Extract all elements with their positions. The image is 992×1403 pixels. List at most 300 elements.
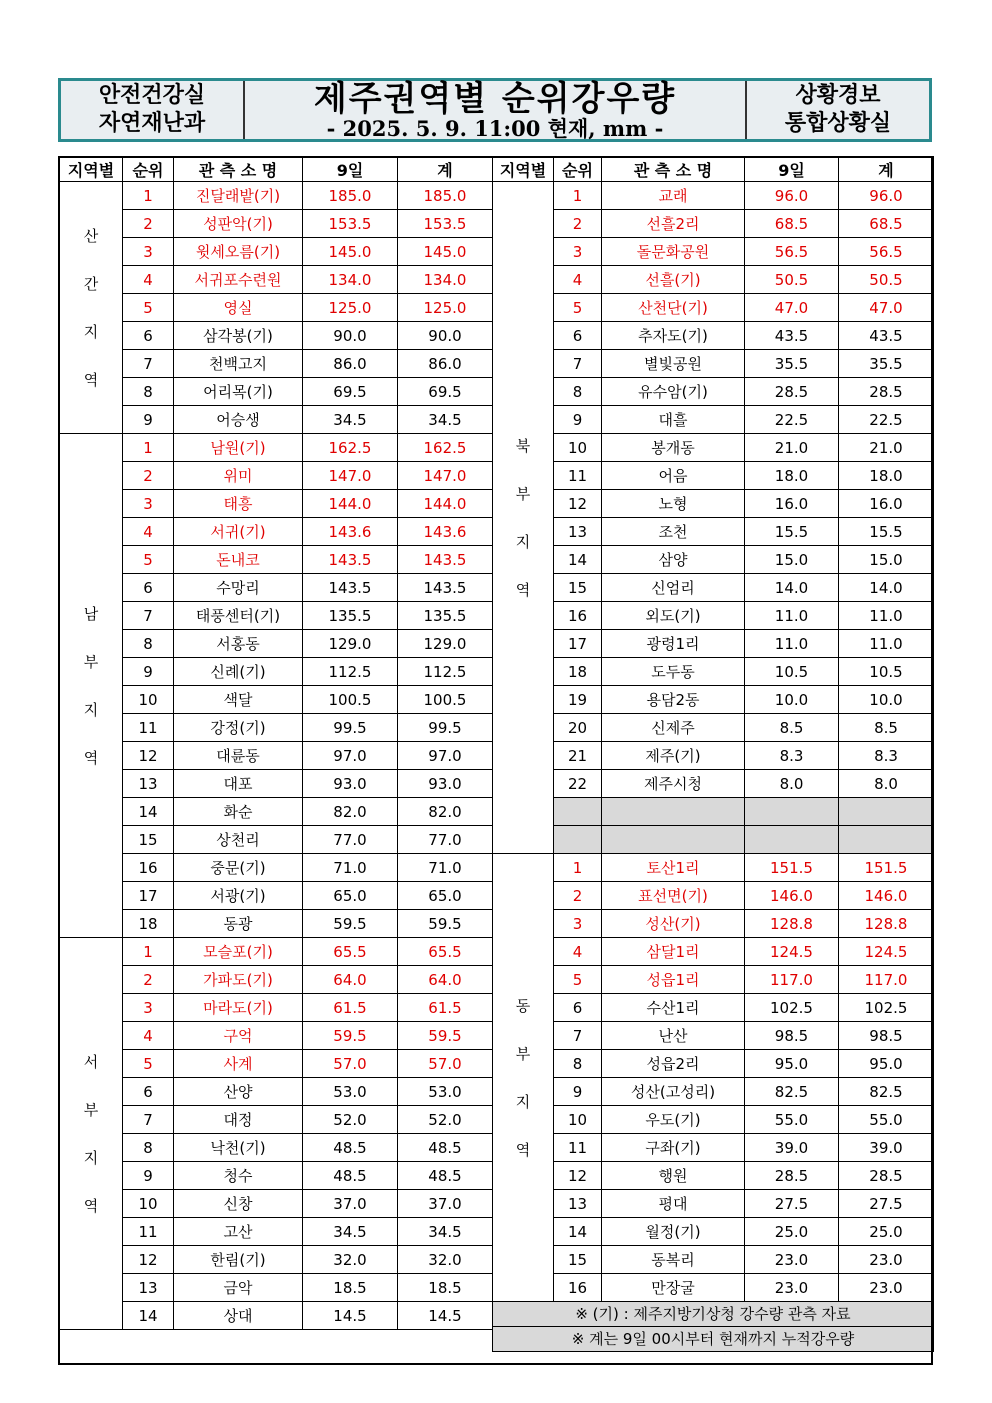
table-row — [493, 574, 934, 602]
table-row — [493, 742, 934, 770]
department-line-1: 안전건강실 — [98, 83, 206, 108]
total-rainfall-cell: 65.5 — [398, 938, 493, 966]
day-rainfall-cell: 86.0 — [303, 350, 398, 378]
station-name-cell: 모슬포(기) — [174, 938, 303, 966]
day-rainfall-cell: 14.5 — [303, 1302, 398, 1330]
station-name-cell: 윗세오름(기) — [174, 238, 303, 266]
day-rainfall-cell: 10.5 — [745, 658, 839, 686]
table-row — [493, 546, 934, 574]
rank-cell: 2 — [123, 966, 174, 994]
station-name-cell: 돈내코 — [174, 546, 303, 574]
station-name-cell: 동복리 — [602, 1246, 745, 1274]
blank-cell — [839, 798, 934, 826]
table-row — [60, 1302, 493, 1330]
station-name-cell: 서귀포수련원 — [174, 266, 303, 294]
rank-cell: 1 — [123, 938, 174, 966]
day-rainfall-cell: 151.5 — [745, 854, 839, 882]
station-name-cell: 성읍1리 — [602, 966, 745, 994]
station-name-cell: 청수 — [174, 1162, 303, 1190]
table-row — [493, 518, 934, 546]
rank-cell: 18 — [554, 658, 602, 686]
day-rainfall-cell: 14.0 — [745, 574, 839, 602]
table-row — [60, 1050, 493, 1078]
total-rainfall-cell: 27.5 — [839, 1190, 934, 1218]
station-name-cell: 추자도(기) — [602, 322, 745, 350]
day-rainfall-cell: 59.5 — [303, 1022, 398, 1050]
rainfall-table-left — [59, 156, 493, 1330]
total-rainfall-cell: 57.0 — [398, 1050, 493, 1078]
station-name-cell: 봉개동 — [602, 434, 745, 462]
day-rainfall-cell: 10.0 — [745, 686, 839, 714]
station-name-cell: 용담2동 — [602, 686, 745, 714]
station-name-cell: 외도(기) — [602, 602, 745, 630]
table-row — [60, 770, 493, 798]
rank-cell: 5 — [554, 294, 602, 322]
day-rainfall-cell: 18.5 — [303, 1274, 398, 1302]
table-row — [493, 882, 934, 910]
day-rainfall-cell: 143.5 — [303, 574, 398, 602]
total-rainfall-cell: 47.0 — [839, 294, 934, 322]
total-rainfall-cell: 14.0 — [839, 574, 934, 602]
day-rainfall-cell: 32.0 — [303, 1246, 398, 1274]
station-name-cell: 금악 — [174, 1274, 303, 1302]
blank-row — [493, 826, 934, 854]
day-rainfall-cell: 57.0 — [303, 1050, 398, 1078]
total-rainfall-cell: 34.5 — [398, 406, 493, 434]
table-row — [60, 714, 493, 742]
table-row — [60, 518, 493, 546]
total-rainfall-cell: 59.5 — [398, 910, 493, 938]
total-rainfall-cell: 96.0 — [839, 182, 934, 210]
station-name-cell: 노형 — [602, 490, 745, 518]
report-title-block — [245, 81, 745, 139]
station-name-cell: 삼각봉(기) — [174, 322, 303, 350]
day-rainfall-cell: 128.8 — [745, 910, 839, 938]
column-header-region: 지역별 — [60, 157, 123, 182]
total-rainfall-cell: 10.0 — [839, 686, 934, 714]
total-rainfall-cell: 56.5 — [839, 238, 934, 266]
day-rainfall-cell: 125.0 — [303, 294, 398, 322]
rank-cell: 4 — [123, 266, 174, 294]
station-name-cell: 평대 — [602, 1190, 745, 1218]
total-rainfall-cell: 95.0 — [839, 1050, 934, 1078]
table-row — [493, 602, 934, 630]
total-rainfall-cell: 48.5 — [398, 1162, 493, 1190]
table-row — [60, 882, 493, 910]
blank-cell — [602, 798, 745, 826]
day-rainfall-cell: 65.0 — [303, 882, 398, 910]
region-label: 동 부 지 역 — [493, 854, 554, 1302]
total-rainfall-cell: 143.5 — [398, 546, 493, 574]
day-rainfall-cell: 96.0 — [745, 182, 839, 210]
table-row — [60, 490, 493, 518]
rank-cell: 8 — [554, 1050, 602, 1078]
rank-cell: 1 — [554, 182, 602, 210]
table-row — [493, 1078, 934, 1106]
rank-cell: 14 — [554, 1218, 602, 1246]
total-rainfall-cell: 125.0 — [398, 294, 493, 322]
table-row — [493, 1218, 934, 1246]
rank-cell: 7 — [123, 1106, 174, 1134]
day-rainfall-cell: 21.0 — [745, 434, 839, 462]
total-rainfall-cell: 11.0 — [839, 602, 934, 630]
table-row — [60, 1078, 493, 1106]
table-row — [60, 350, 493, 378]
station-name-cell: 광령1리 — [602, 630, 745, 658]
total-rainfall-cell: 144.0 — [398, 490, 493, 518]
day-rainfall-cell: 59.5 — [303, 910, 398, 938]
rank-cell: 7 — [123, 350, 174, 378]
station-name-cell: 색달 — [174, 686, 303, 714]
table-row — [493, 266, 934, 294]
total-rainfall-cell: 82.5 — [839, 1078, 934, 1106]
day-rainfall-cell: 48.5 — [303, 1134, 398, 1162]
day-rainfall-cell: 15.0 — [745, 546, 839, 574]
table-row — [493, 1050, 934, 1078]
station-name-cell: 상대 — [174, 1302, 303, 1330]
table-row — [493, 1190, 934, 1218]
column-header-station: 관 측 소 명 — [174, 157, 303, 182]
station-name-cell: 태풍센터(기) — [174, 602, 303, 630]
station-name-cell: 산천단(기) — [602, 294, 745, 322]
rank-cell: 14 — [554, 546, 602, 574]
day-rainfall-cell: 55.0 — [745, 1106, 839, 1134]
table-row — [60, 294, 493, 322]
rank-cell: 2 — [123, 210, 174, 238]
day-rainfall-cell: 8.3 — [745, 742, 839, 770]
total-rainfall-cell: 100.5 — [398, 686, 493, 714]
rank-cell: 6 — [554, 994, 602, 1022]
day-rainfall-cell: 34.5 — [303, 406, 398, 434]
day-rainfall-cell: 27.5 — [745, 1190, 839, 1218]
column-header-rank: 순위 — [123, 157, 174, 182]
total-rainfall-cell: 151.5 — [839, 854, 934, 882]
situation-room-line-1: 상황경보 — [795, 83, 881, 108]
day-rainfall-cell: 117.0 — [745, 966, 839, 994]
rank-cell: 3 — [123, 994, 174, 1022]
total-rainfall-cell: 23.0 — [839, 1246, 934, 1274]
station-name-cell: 신례(기) — [174, 658, 303, 686]
column-header-total: 계 — [398, 157, 493, 182]
total-rainfall-cell: 102.5 — [839, 994, 934, 1022]
total-rainfall-cell: 135.5 — [398, 602, 493, 630]
rank-cell: 7 — [554, 1022, 602, 1050]
region-label: 산 간 지 역 — [60, 182, 123, 434]
day-rainfall-cell: 50.5 — [745, 266, 839, 294]
blank-cell — [745, 798, 839, 826]
day-rainfall-cell: 8.0 — [745, 770, 839, 798]
table-row — [60, 798, 493, 826]
region-label: 북 부 지 역 — [493, 182, 554, 854]
day-rainfall-cell: 34.5 — [303, 1218, 398, 1246]
total-rainfall-cell: 39.0 — [839, 1134, 934, 1162]
day-rainfall-cell: 48.5 — [303, 1162, 398, 1190]
rank-cell: 9 — [123, 1162, 174, 1190]
total-rainfall-cell: 68.5 — [839, 210, 934, 238]
rank-cell: 13 — [123, 1274, 174, 1302]
rank-cell: 7 — [554, 350, 602, 378]
table-row — [60, 378, 493, 406]
rank-cell: 13 — [554, 1190, 602, 1218]
rank-cell: 16 — [554, 1274, 602, 1302]
total-rainfall-cell: 8.3 — [839, 742, 934, 770]
total-rainfall-cell: 93.0 — [398, 770, 493, 798]
table-row — [493, 1246, 934, 1274]
total-rainfall-cell: 43.5 — [839, 322, 934, 350]
table-row — [493, 210, 934, 238]
day-rainfall-cell: 97.0 — [303, 742, 398, 770]
total-rainfall-cell: 18.5 — [398, 1274, 493, 1302]
table-row — [493, 490, 934, 518]
station-name-cell: 태흥 — [174, 490, 303, 518]
rank-cell: 8 — [123, 630, 174, 658]
day-rainfall-cell: 23.0 — [745, 1274, 839, 1302]
table-row — [60, 1022, 493, 1050]
rank-cell: 10 — [554, 1106, 602, 1134]
station-name-cell: 대흘 — [602, 406, 745, 434]
table-row — [493, 434, 934, 462]
column-header-day: 9일 — [745, 157, 839, 182]
rank-cell: 11 — [554, 462, 602, 490]
table-row — [493, 630, 934, 658]
station-name-cell: 선흘2리 — [602, 210, 745, 238]
day-rainfall-cell: 47.0 — [745, 294, 839, 322]
station-name-cell: 성산(기) — [602, 910, 745, 938]
day-rainfall-cell: 61.5 — [303, 994, 398, 1022]
day-rainfall-cell: 144.0 — [303, 490, 398, 518]
rank-cell: 21 — [554, 742, 602, 770]
report-title: 제주권역별 순위강우량 — [313, 79, 677, 119]
station-name-cell: 서광(기) — [174, 882, 303, 910]
station-name-cell: 돌문화공원 — [602, 238, 745, 266]
table-row — [60, 1274, 493, 1302]
table-row — [493, 182, 934, 210]
rank-cell: 3 — [554, 238, 602, 266]
rank-cell: 5 — [123, 1050, 174, 1078]
region-label: 남 부 지 역 — [60, 434, 123, 938]
day-rainfall-cell: 134.0 — [303, 266, 398, 294]
table-row — [60, 210, 493, 238]
day-rainfall-cell: 22.5 — [745, 406, 839, 434]
table-header-row — [60, 157, 493, 182]
day-rainfall-cell: 37.0 — [303, 1190, 398, 1218]
day-rainfall-cell: 90.0 — [303, 322, 398, 350]
day-rainfall-cell: 68.5 — [745, 210, 839, 238]
blank-cell — [602, 826, 745, 854]
total-rainfall-cell: 112.5 — [398, 658, 493, 686]
rank-cell: 20 — [554, 714, 602, 742]
day-rainfall-cell: 129.0 — [303, 630, 398, 658]
station-name-cell: 동광 — [174, 910, 303, 938]
station-name-cell: 표선면(기) — [602, 882, 745, 910]
station-name-cell: 낙천(기) — [174, 1134, 303, 1162]
region-label: 서 부 지 역 — [60, 938, 123, 1330]
day-rainfall-cell: 102.5 — [745, 994, 839, 1022]
rank-cell: 13 — [123, 770, 174, 798]
total-rainfall-cell: 117.0 — [839, 966, 934, 994]
rank-cell: 16 — [554, 602, 602, 630]
station-name-cell: 대륜동 — [174, 742, 303, 770]
rank-cell: 18 — [123, 910, 174, 938]
total-rainfall-cell: 10.5 — [839, 658, 934, 686]
rank-cell: 13 — [554, 518, 602, 546]
total-rainfall-cell: 53.0 — [398, 1078, 493, 1106]
department-line-2: 자연재난과 — [98, 111, 206, 136]
total-rainfall-cell: 61.5 — [398, 994, 493, 1022]
table-row — [60, 462, 493, 490]
rank-cell: 14 — [123, 1302, 174, 1330]
issuing-department — [61, 81, 245, 139]
table-row — [60, 602, 493, 630]
total-rainfall-cell: 55.0 — [839, 1106, 934, 1134]
rank-cell: 4 — [123, 518, 174, 546]
rank-cell: 2 — [123, 462, 174, 490]
table-row — [493, 1106, 934, 1134]
station-name-cell: 진달래밭(기) — [174, 182, 303, 210]
column-header-region: 지역별 — [493, 157, 554, 182]
rank-cell: 12 — [554, 490, 602, 518]
station-name-cell: 고산 — [174, 1218, 303, 1246]
day-rainfall-cell: 145.0 — [303, 238, 398, 266]
rank-cell: 2 — [554, 210, 602, 238]
day-rainfall-cell: 43.5 — [745, 322, 839, 350]
station-name-cell: 삼달1리 — [602, 938, 745, 966]
station-name-cell: 서귀(기) — [174, 518, 303, 546]
table-row — [493, 322, 934, 350]
table-header-row — [493, 157, 934, 182]
station-name-cell: 별빛공원 — [602, 350, 745, 378]
total-rainfall-cell: 124.5 — [839, 938, 934, 966]
station-name-cell: 수산1리 — [602, 994, 745, 1022]
day-rainfall-cell: 25.0 — [745, 1218, 839, 1246]
table-row — [493, 350, 934, 378]
table-row — [493, 686, 934, 714]
rank-cell: 11 — [123, 714, 174, 742]
table-row — [493, 854, 934, 882]
station-name-cell: 어승생 — [174, 406, 303, 434]
rank-cell: 5 — [123, 294, 174, 322]
table-row — [493, 1162, 934, 1190]
total-rainfall-cell: 145.0 — [398, 238, 493, 266]
total-rainfall-cell: 64.0 — [398, 966, 493, 994]
rank-cell: 10 — [123, 686, 174, 714]
station-name-cell: 삼양 — [602, 546, 745, 574]
station-name-cell: 토산1리 — [602, 854, 745, 882]
day-rainfall-cell: 64.0 — [303, 966, 398, 994]
total-rainfall-cell: 82.0 — [398, 798, 493, 826]
day-rainfall-cell: 153.5 — [303, 210, 398, 238]
total-rainfall-cell: 77.0 — [398, 826, 493, 854]
total-rainfall-cell: 97.0 — [398, 742, 493, 770]
rank-cell: 11 — [123, 1218, 174, 1246]
rank-cell: 4 — [123, 1022, 174, 1050]
station-name-cell: 신엄리 — [602, 574, 745, 602]
column-header-total: 계 — [839, 157, 934, 182]
day-rainfall-cell: 53.0 — [303, 1078, 398, 1106]
table-row — [60, 1190, 493, 1218]
station-name-cell: 조천 — [602, 518, 745, 546]
total-rainfall-cell: 25.0 — [839, 1218, 934, 1246]
station-name-cell: 한림(기) — [174, 1246, 303, 1274]
total-rainfall-cell: 34.5 — [398, 1218, 493, 1246]
rank-cell: 11 — [554, 1134, 602, 1162]
day-rainfall-cell: 15.5 — [745, 518, 839, 546]
rank-cell: 14 — [123, 798, 174, 826]
station-name-cell: 성산(고성리) — [602, 1078, 745, 1106]
station-name-cell: 선흘(기) — [602, 266, 745, 294]
station-name-cell: 신창 — [174, 1190, 303, 1218]
station-name-cell: 남원(기) — [174, 434, 303, 462]
rank-cell: 9 — [123, 406, 174, 434]
day-rainfall-cell: 112.5 — [303, 658, 398, 686]
day-rainfall-cell: 124.5 — [745, 938, 839, 966]
rank-cell: 12 — [554, 1162, 602, 1190]
footnote-row — [493, 1302, 934, 1327]
total-rainfall-cell: 143.6 — [398, 518, 493, 546]
day-rainfall-cell: 93.0 — [303, 770, 398, 798]
total-rainfall-cell: 134.0 — [398, 266, 493, 294]
total-rainfall-cell: 8.5 — [839, 714, 934, 742]
report-timestamp: - 2025. 5. 9. 11:00 현재, mm - — [326, 116, 664, 141]
total-rainfall-cell: 15.5 — [839, 518, 934, 546]
table-row — [60, 406, 493, 434]
rank-cell: 4 — [554, 266, 602, 294]
total-rainfall-cell: 15.0 — [839, 546, 934, 574]
rank-cell: 12 — [123, 1246, 174, 1274]
table-row — [60, 1134, 493, 1162]
rank-cell: 1 — [123, 182, 174, 210]
day-rainfall-cell: 82.5 — [745, 1078, 839, 1106]
total-rainfall-cell: 21.0 — [839, 434, 934, 462]
table-row — [493, 462, 934, 490]
table-row — [60, 994, 493, 1022]
station-name-cell: 우도(기) — [602, 1106, 745, 1134]
table-row — [60, 686, 493, 714]
day-rainfall-cell: 135.5 — [303, 602, 398, 630]
day-rainfall-cell: 95.0 — [745, 1050, 839, 1078]
station-name-cell: 제주시청 — [602, 770, 745, 798]
rank-cell: 8 — [554, 378, 602, 406]
table-row — [493, 406, 934, 434]
day-rainfall-cell: 11.0 — [745, 630, 839, 658]
total-rainfall-cell: 143.5 — [398, 574, 493, 602]
table-row — [60, 854, 493, 882]
column-header-day: 9일 — [303, 157, 398, 182]
rank-cell: 6 — [123, 322, 174, 350]
rank-cell: 16 — [123, 854, 174, 882]
rank-cell: 3 — [123, 490, 174, 518]
rank-cell: 15 — [554, 1246, 602, 1274]
table-row — [60, 574, 493, 602]
table-row — [493, 658, 934, 686]
table-row — [493, 938, 934, 966]
rainfall-table-right — [492, 156, 934, 1352]
total-rainfall-cell: 35.5 — [839, 350, 934, 378]
total-rainfall-cell: 22.5 — [839, 406, 934, 434]
station-name-cell: 가파도(기) — [174, 966, 303, 994]
station-name-cell: 대정 — [174, 1106, 303, 1134]
rank-cell: 15 — [554, 574, 602, 602]
rank-cell: 5 — [554, 966, 602, 994]
day-rainfall-cell: 146.0 — [745, 882, 839, 910]
total-rainfall-cell: 71.0 — [398, 854, 493, 882]
rank-cell: 1 — [554, 854, 602, 882]
total-rainfall-cell: 153.5 — [398, 210, 493, 238]
total-rainfall-cell: 8.0 — [839, 770, 934, 798]
station-name-cell: 구좌(기) — [602, 1134, 745, 1162]
station-name-cell: 천백고지 — [174, 350, 303, 378]
rank-cell: 8 — [123, 378, 174, 406]
